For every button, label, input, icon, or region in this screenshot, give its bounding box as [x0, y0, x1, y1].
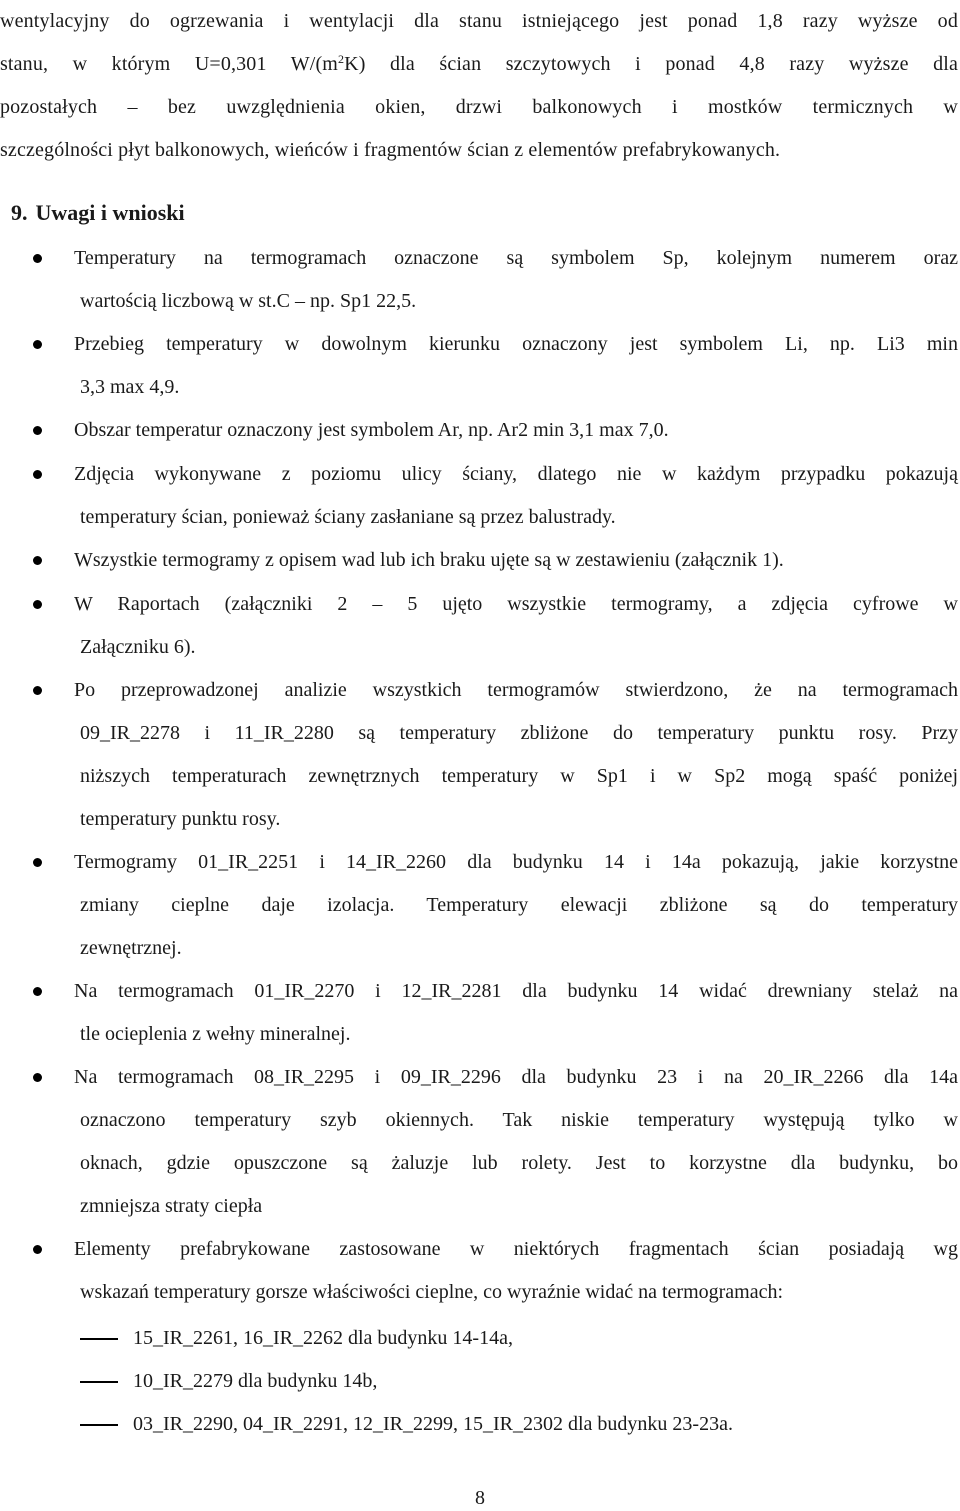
bullet-line: Po przeprowadzonej analizie wszystkich termogramów stwierdzono, że na termogramach [74, 679, 958, 701]
bullet-line: Obszar temperatur oznaczony jest symbolem Ar, np. Ar2 min 3,1 max 7,0. [74, 419, 669, 441]
intro-line: wentylacyjny do ogrzewania i wentylacji dla stanu istniejącego jest ponad 1,8 razy wyższe od [0, 10, 958, 32]
bullet-line: Elementy prefabrykowane zastosowane w niektórych fragmentach ścian posiadają wg [74, 1238, 958, 1260]
intro-line: szczególności płyt balkonowych, wieńców i fragmentów ścian z elementów prefabrykowanych. [0, 139, 781, 161]
dash-icon [80, 1424, 118, 1426]
bullet-line: zewnętrznej. [80, 937, 182, 959]
bullet-line: wskazań temperatury gorsze właściwości cieplne, co wyraźnie widać na termogramach: [80, 1281, 784, 1303]
bullet-line: 09_IR_2278 i 11_IR_2280 są temperatury zbliżone do temperatury punktu rosy. Przy [80, 722, 958, 744]
bullet-dot-icon [33, 1245, 42, 1254]
superscript: 2 [337, 52, 345, 66]
bullet-dot-icon [33, 600, 42, 609]
bullet-line: W Raportach (załączniki 2 – 5 ujęto wszystkie termogramy, a zdjęcia cyfrowe w [74, 593, 958, 615]
bullet-line: Załączniku 6). [80, 636, 196, 658]
dash-icon [80, 1338, 118, 1340]
intro-paragraph [0, 0, 958, 172]
page-number: 8 [475, 1487, 485, 1509]
bullet-line: Przebieg temperatury w dowolnym kierunku oznaczony jest symbolem Li, np. Li3 min [74, 333, 958, 355]
bullet-dot-icon [33, 987, 42, 996]
bullet-line: Na termogramach 08_IR_2295 i 09_IR_2296 dla budynku 23 i na 20_IR_2266 dla 14a [74, 1066, 958, 1088]
bullet-line: oznaczono temperatury szyb okiennych. Tak niskie temperatury występują tylko w [80, 1109, 958, 1131]
section-number: 9. [11, 200, 28, 225]
bullet-line: Wszystkie termogramy z opisem wad lub ich braku ujęte są w zestawieniu (załącznik 1). [74, 549, 784, 571]
bullet-text [74, 583, 958, 669]
bullet-text [74, 669, 958, 841]
dash-item-text: 03_IR_2290, 04_IR_2291, 12_IR_2299, 15_IR_2302 dla budynku 23-23a. [133, 1413, 733, 1435]
dash-item [0, 1317, 960, 1360]
bullet-dot-icon [33, 858, 42, 867]
bullet-line: zmiany cieplne daje izolacja. Temperatury elewacji zbliżone są do temperatury [80, 894, 958, 916]
bullet-line: wartością liczbową w st.C – np. Sp1 22,5. [80, 290, 417, 312]
bullet-dot-icon [33, 426, 42, 435]
dash-item-text: 10_IR_2279 dla budynku 14b, [133, 1370, 378, 1392]
bullet-text [74, 1228, 958, 1314]
bullet-text [74, 453, 958, 539]
bullet-text [74, 970, 958, 1056]
bullet-dot-icon [33, 470, 42, 479]
bullet-dot-icon [33, 340, 42, 349]
bullet-line: niższych temperaturach zewnętrznych temperatury w Sp1 i w Sp2 mogą spaść poniżej [80, 765, 958, 787]
bullet-line: Temperatury na termogramach oznaczone są symbolem Sp, kolejnym numerem oraz [74, 247, 958, 269]
dash-item [0, 1403, 960, 1446]
dash-icon [80, 1381, 118, 1383]
section-heading [11, 196, 185, 230]
bullet-line: temperatury ścian, ponieważ ściany zasłaniane są przez balustrady. [80, 506, 616, 528]
bullet-text [74, 409, 958, 452]
bullet-line: tle ocieplenia z wełny mineralnej. [80, 1023, 351, 1045]
section-title: Uwagi i wnioski [35, 200, 185, 225]
bullet-text [74, 1056, 958, 1228]
bullet-line: 3,3 max 4,9. [80, 376, 180, 398]
intro-line: stanu, w którym U=0,301 $W/(m^2K)$ dla ścian szczytowych i ponad 4,8 razy wyższe dla [0, 52, 958, 75]
bullet-line: Na termogramach 01_IR_2270 i 12_IR_2281 dla budynku 14 widać drewniany stelaż na [74, 980, 958, 1002]
dash-item [0, 1360, 960, 1403]
bullet-line: zmniejsza straty ciepła [80, 1195, 263, 1217]
bullet-line: Zdjęcia wykonywane z poziomu ulicy ściany, dlatego nie w każdym przypadku pokazują [74, 463, 958, 485]
intro-line: pozostałych – bez uwzględnienia okien, drzwi balkonowych i mostków termicznych w [0, 96, 958, 118]
bullet-dot-icon [33, 686, 42, 695]
bullet-dot-icon [33, 254, 42, 263]
bullet-text [74, 237, 958, 323]
bullet-dot-icon [33, 1073, 42, 1082]
bullet-text [74, 539, 958, 582]
bullet-line: oknach, gdzie opuszczone są żaluzje lub rolety. Jest to korzystne dla budynku, bo [80, 1152, 958, 1174]
bullet-text [74, 841, 958, 970]
dash-item-text: 15_IR_2261, 16_IR_2262 dla budynku 14-14a, [133, 1327, 513, 1349]
bullet-line: Termogramy 01_IR_2251 i 14_IR_2260 dla budynku 14 i 14a pokazują, jakie korzystne [74, 851, 958, 873]
bullet-line: temperatury punktu rosy. [80, 808, 281, 830]
bullet-dot-icon [33, 556, 42, 565]
bullet-text [74, 323, 958, 409]
